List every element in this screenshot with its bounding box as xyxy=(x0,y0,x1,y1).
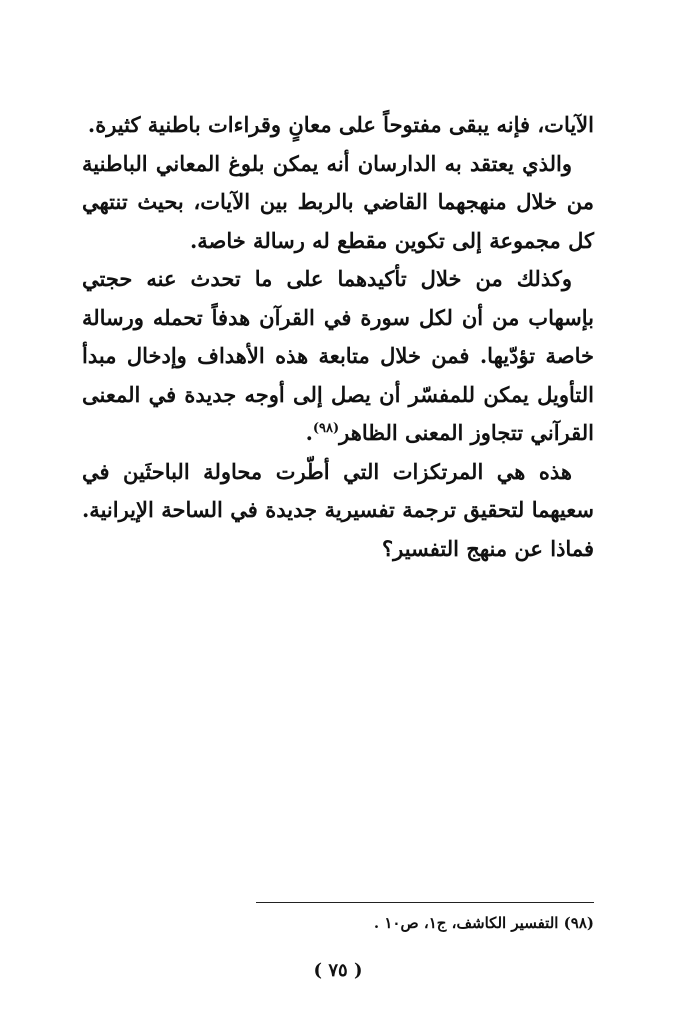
page-number: ( ٧٥ ) xyxy=(313,960,363,981)
paragraph-3-text: وكذلك من خلال تأكيدهما على ما تحدث عنه حجتي بإسهاب من أن لكل سورة في القرآن هدفاً تحمله ورسالة خاصة تؤدّيها. فمن خلال متابعة هذه الأهداف وإدخال مبدأ التأويل يمكن للمفسّر أن يصل إلى أوجه جديدة في المعنى القرآني تتجاوز المعنى الظاهر xyxy=(82,266,594,445)
paragraph-2: والذي يعتقد به الدارسان أنه يمكن بلوغ المعاني الباطنية من خلال منهجهما القاضي بالربط بين الآيات، بحيث تنتهي كل مجموعة إلى تكوين مقطع له رسالة خاصة. xyxy=(82,150,594,253)
paragraph-3 xyxy=(82,260,594,453)
footnote: (٩٨) التفسير الكاشف، ج١، ص١٠ . xyxy=(373,914,594,932)
paragraph-3-end: . xyxy=(305,420,313,445)
paragraph-4: هذه هي المرتكزات التي أطّرت محاولة الباحثَين في سعيهما لتحقيق ترجمة تفسيرية جديدة في الساحة الإيرانية. فماذا عن منهج التفسير؟ xyxy=(82,458,594,561)
footnote-reference[interactable]: (٩٨) xyxy=(312,421,340,436)
main-text xyxy=(82,106,594,568)
footnote-divider xyxy=(256,902,594,903)
paragraph-1: الآيات، فإنه يبقى مفتوحاً على معانٍ وقراءات باطنية كثيرة. xyxy=(87,112,594,137)
